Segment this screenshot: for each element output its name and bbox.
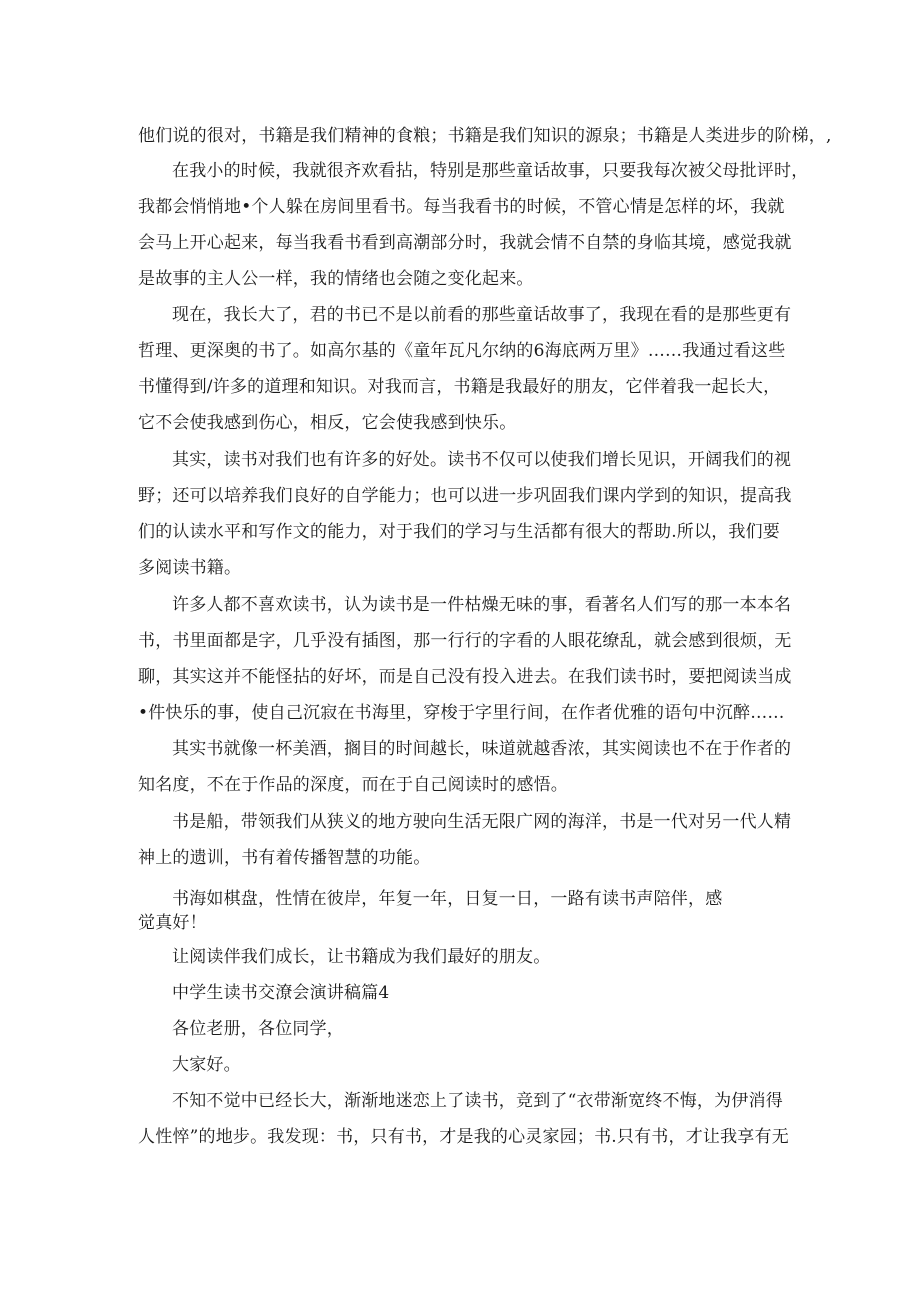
text-line: 其实书就像一杯美酒，搁目的时间越长，味道就越香浓，其实阅读也不在于作者的 — [172, 739, 792, 759]
text-line: 书懂得到/许多的道理和知识。对我而言，书籍是我最好的朋友，它伴着我一起长大， — [138, 377, 781, 397]
text-line: 们的认读水平和写作文的能力，对于我们的学习与生活都有很大的帮助.所以，我们要 — [138, 522, 781, 542]
text-line: 他们说的很对，书籍是我们精神的食粮；书籍是我们知识的源泉；书籍是人类进步的阶梯，, — [138, 126, 832, 146]
text-line: 知名度，不在于作品的深度，而在于自己阅读时的感悟。 — [138, 775, 568, 795]
text-line: 让阅读伴我们成长，让书籍成为我们最好的朋友。 — [172, 947, 551, 967]
text-line: 不知不觉中已经长大，渐渐地迷恋上了读书，竞到了“衣带渐宽终不悔，为伊消得 — [172, 1091, 783, 1111]
text-line: 在我小的时候，我就很齐欢看拈，特别是那些童话故事，只要我每次被父母批评时， — [172, 161, 809, 181]
text-line: 书，书里面都是字，几乎没有插图，那一行行的字看的人眼花缭乱，就会感到很烦，无 — [138, 631, 792, 651]
text-line: 我都会悄悄地•个人躲在房间里看书。每当我看书的时候，不管心情是怎样的坏，我就 — [138, 197, 785, 217]
text-line: 各位老册，各位同学， — [172, 1019, 344, 1039]
text-line: 大家好。 — [172, 1055, 241, 1075]
text-line: 神上的遗训，书有着传播智慧的功能。 — [138, 848, 431, 868]
text-line: 会马上开心起来，每当我看书看到高潮部分时，我就会情不自禁的身临其境，感觉我就 — [138, 233, 792, 253]
text-line: 哲理、更深奥的书了。如高尔基的《童年瓦凡尔纳的6海底两万里》……我通过看这些 — [138, 341, 786, 361]
text-line: 其实，读书对我们也有许多的好处。读书不仅可以使我们增长见识，开阔我们的视 — [172, 450, 792, 470]
text-line: 书是船，带领我们从狭义的地方驶向生活无限广网的海洋，书是一代对另一代人精 — [172, 812, 792, 832]
text-line: 多阅读书籍。 — [138, 558, 242, 578]
text-line: 许多人都不喜欢读书，认为读书是一件枯燥无味的事，看著名人们写的那一本本名 — [172, 595, 792, 615]
text-line: 聊，其实这并不能怪拈的好坏，而是自己没有投入进去。在我们读书时，要把阅读当成 — [138, 667, 792, 687]
text-line: 是故事的主人公一样，我的情绪也会随之变化起来。 — [138, 269, 534, 289]
text-line: 现在，我长大了，君的书已不是以前看的那些童话故事了，我现在看的是那些更有 — [172, 305, 792, 325]
text-line: 野；还可以培养我们良好的自学能力；也可以进一步巩固我们课内学到的知识，提高我 — [138, 486, 792, 506]
text-line: 人性悴”的地步。我发现：书，只有书，才是我的心灵家园；书.只有书，才让我享有无 — [138, 1127, 789, 1147]
text-line: •件快乐的事，使自己沉寂在书海里，穿梭于字里行间，在作者优雅的语句中沉醉…… — [138, 703, 785, 723]
section-heading: 中学生读书交潦会演讲稿篇4 — [172, 983, 390, 1003]
text-line: 觉真好！ — [138, 913, 207, 933]
text-line: 书海如棋盘，性情在彼岸，年复一年，日复一日，一路有读书声陪伴，感 — [172, 889, 723, 909]
text-line: 它不会使我感到伤心，相反，它会使我感到快乐。 — [138, 413, 517, 433]
